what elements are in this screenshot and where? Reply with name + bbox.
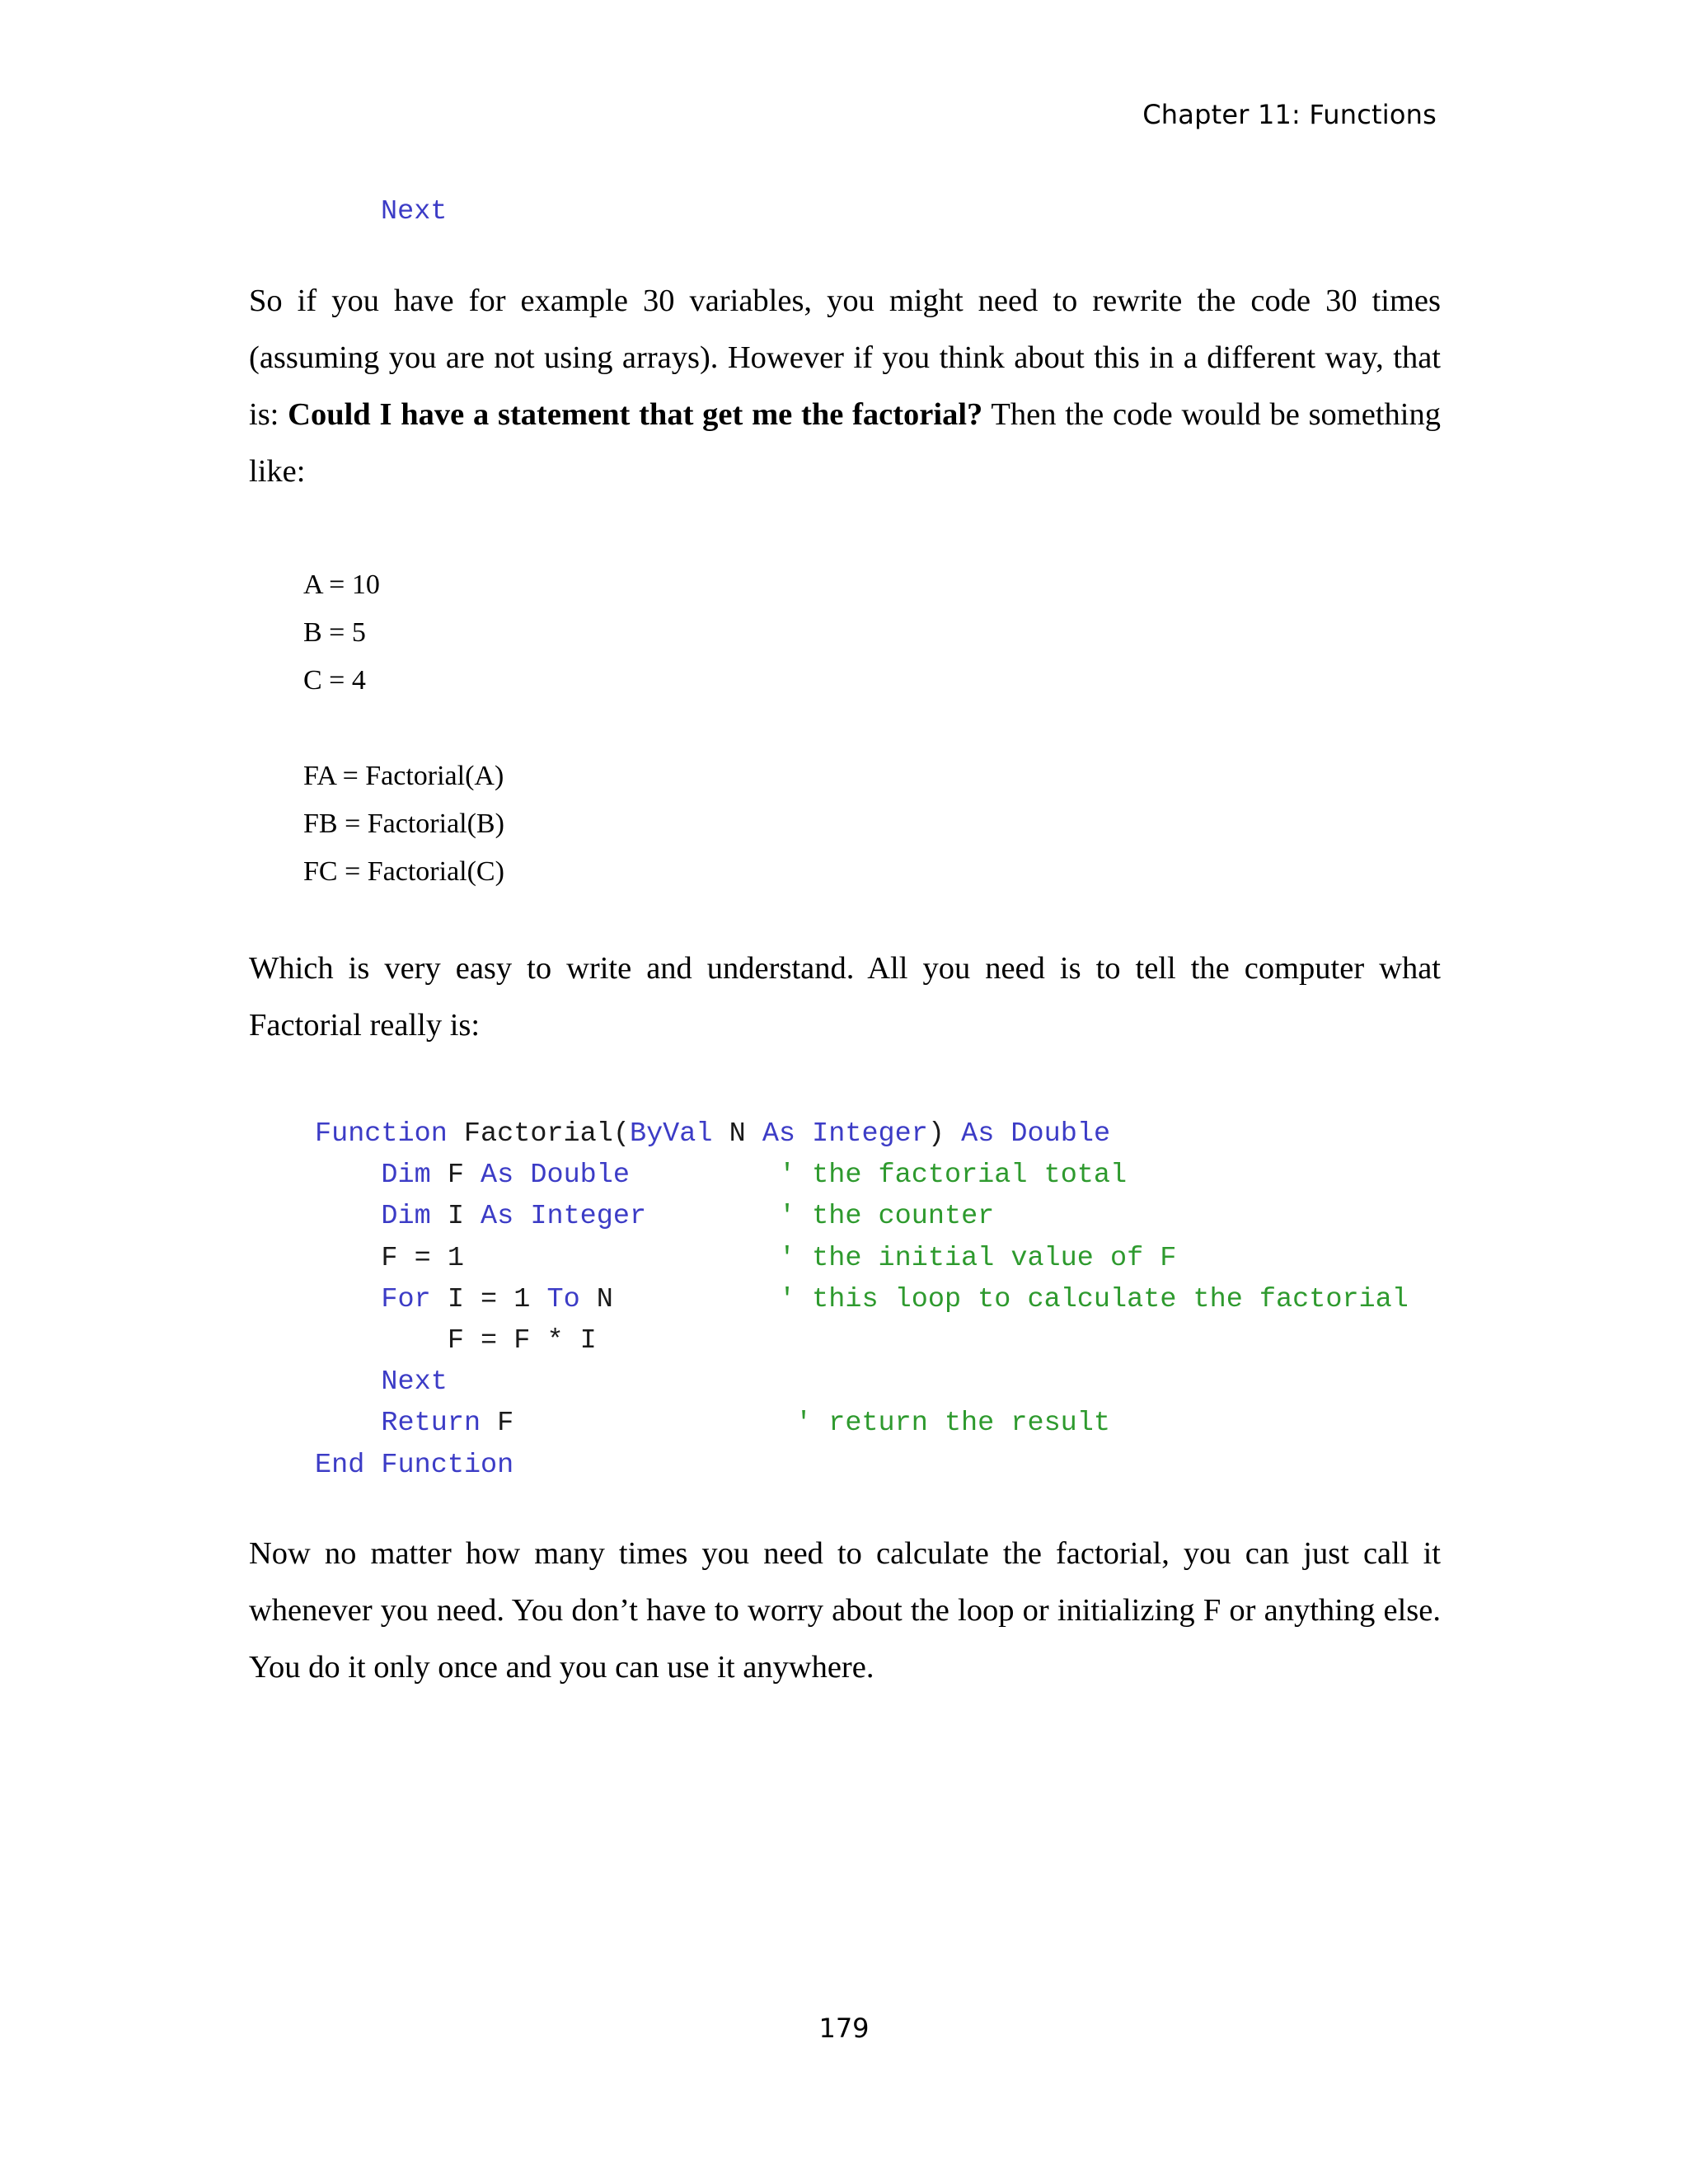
paragraph-conclusion: Now no matter how many times you need to calculate the factorial, you can just call it whenever you need. You don’t have to worry about the loop or initializing F or anything else. You do it only once and you can use it anywhere. [249,1536,1441,1685]
kw-dim: Dim [381,1160,431,1192]
code-line-init-f [315,1238,1409,1279]
next-keyword: Next [381,196,448,227]
kw-function: Function [381,1449,514,1481]
kw-as: As [481,1201,514,1233]
spacer [513,1201,530,1232]
code-comment: ' the factorial total [778,1160,1128,1192]
kw-end: End [315,1449,365,1481]
spacer [795,1118,812,1150]
simple-code-block [303,561,504,896]
var-name: F [430,1160,481,1192]
code-line-multiply [315,1320,1409,1361]
kw-dim: Dim [381,1201,431,1233]
code-line-assign-c: C = 4 [303,665,366,696]
loop-init: I = 1 [430,1283,547,1315]
paragraph-intro-text-before: So if you have for example 30 variables, you might need to rewrite the code 30 times (assuming you are not using arrays). However if you think about this in a different way, that is: [249,284,1441,432]
kw-function: Function [315,1118,448,1150]
code-line-assign-a: A = 10 [303,569,380,600]
spacer [364,1450,381,1481]
code-line-call-fa: FA = Factorial(A) [303,761,504,791]
spacer [630,1160,779,1191]
code-line-function-signature [315,1113,1409,1155]
code-line-call-fc: FC = Factorial(C) [303,856,504,887]
code-comment: ' this loop to calculate the factorial [778,1283,1409,1315]
function-name: Factorial( [447,1118,630,1150]
kw-to: To [546,1283,580,1315]
previous-code-next [381,196,447,227]
kw-for: For [381,1283,431,1315]
indent [315,1284,381,1315]
spacer [994,1118,1010,1150]
kw-as: As [762,1118,796,1150]
paragraph-explanation: Which is very easy to write and understand. All you need is to tell the computer what Factorial really is: [249,951,1441,1043]
code-line-call-fb: FB = Factorial(B) [303,808,504,839]
kw-integer: Integer [530,1201,647,1233]
indent [315,1408,381,1439]
code-line-end-function [315,1445,1409,1486]
kw-double: Double [530,1160,630,1192]
code-statement: F = 1 [315,1242,779,1274]
code-comment: ' return the result [795,1408,1110,1440]
code-comment: ' the initial value of F [778,1242,1177,1274]
code-line-for-loop [315,1279,1409,1320]
paragraph-intro [249,273,1441,500]
code-line-dim-f [315,1155,1409,1196]
spacer [646,1201,779,1232]
code-line-dim-i [315,1196,1409,1237]
indent [315,1366,381,1398]
paren-close: ) [927,1118,962,1150]
kw-as: As [961,1118,995,1150]
kw-byval: ByVal [629,1118,713,1150]
param-name: N [712,1118,762,1150]
kw-integer: Integer [812,1118,928,1150]
indent [315,1160,381,1191]
code-line-next [315,1361,1409,1403]
kw-double: Double [1010,1118,1111,1150]
loop-end: N [579,1283,779,1315]
return-value: F [481,1408,796,1440]
paragraph-intro-bold-question: Could I have a statement that get me the factorial? [288,397,983,432]
kw-next: Next [381,1366,448,1399]
code-line-return [315,1403,1409,1444]
var-name: I [430,1201,481,1233]
chapter-header: Chapter 11: Functions [1142,99,1437,130]
indent [315,1201,381,1232]
code-line-assign-b: B = 5 [303,617,366,648]
kw-return: Return [381,1408,481,1440]
code-blank-line [303,705,504,752]
spacer [513,1160,530,1191]
paragraph-intro-text-after: Then the code would be something like: [249,397,1441,489]
function-code-block [315,1113,1409,1486]
code-statement: F = F * I [315,1324,597,1357]
code-comment: ' the counter [778,1201,995,1233]
page-number: 179 [818,2013,870,2044]
kw-as: As [481,1160,514,1192]
